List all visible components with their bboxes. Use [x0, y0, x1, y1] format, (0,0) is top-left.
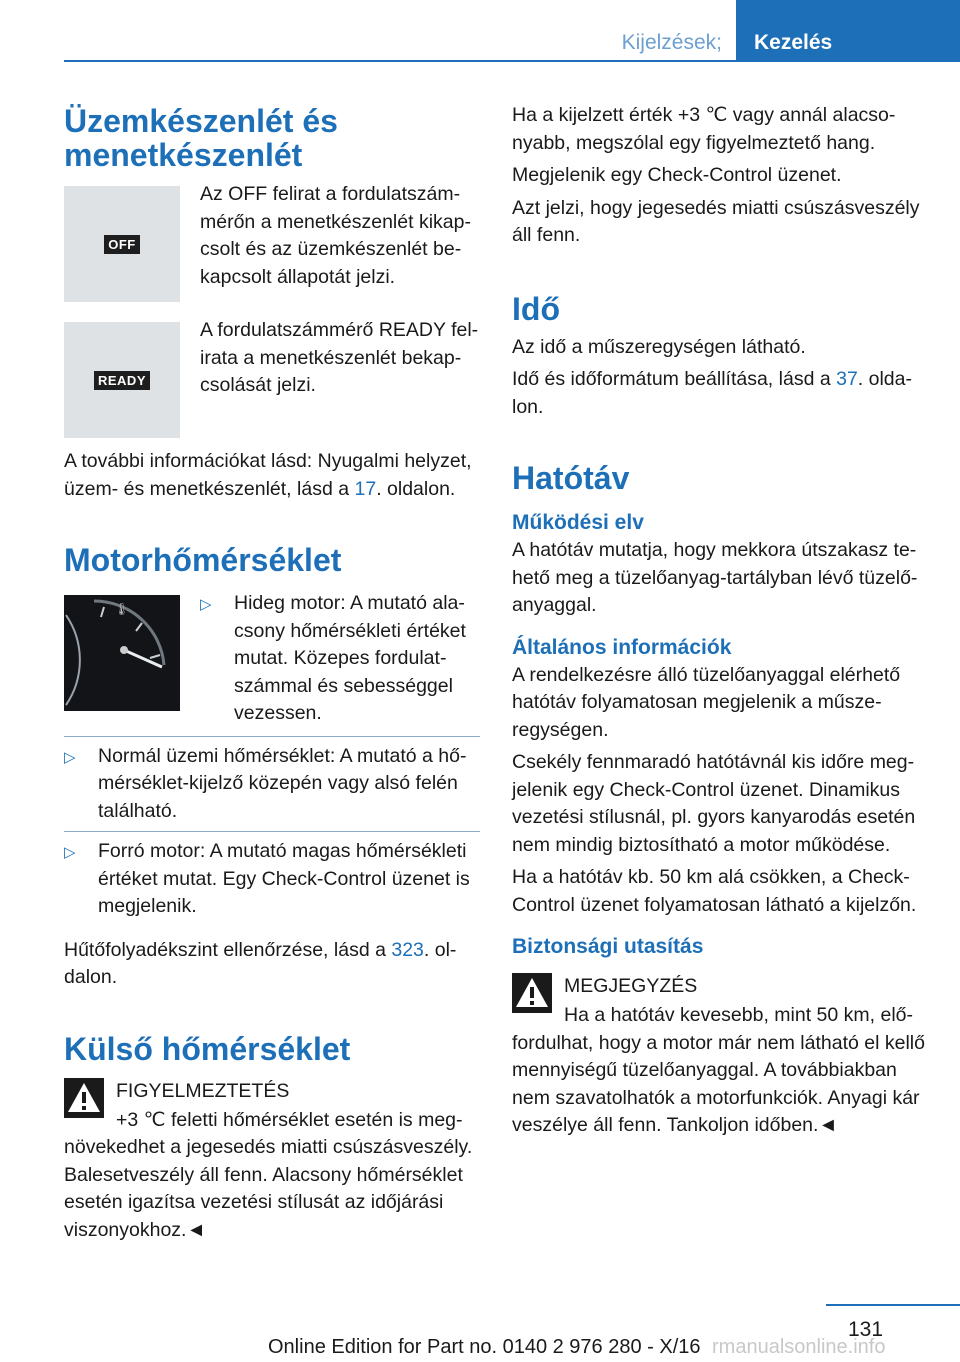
time-paragraph-1: Az idő a műszeregységen látható. [512, 335, 806, 358]
heading-engine-temp: Motorhőmérséklet [64, 542, 342, 578]
off-indicator-row [64, 183, 480, 302]
divider [64, 831, 480, 832]
gauge-icon [64, 595, 180, 711]
header-chapter-tab: Kezelés [736, 0, 960, 60]
off-indicator-image [64, 186, 180, 302]
edition-text: Online Edition for Part no. 0140 2 976 280 - X/16 [268, 1336, 701, 1358]
list-item: ▷ Forró motor: A mutató magas hőmérsékleti értéket mutat. Egy Check-Control üzenet is megjelenik. [64, 840, 470, 917]
engine-temp-list-3 [64, 838, 480, 921]
warning-icon [64, 1078, 104, 1118]
note-title: MEGJEGYZÉS [564, 975, 698, 997]
triangle-bullet-icon: ▷ [200, 596, 212, 613]
general-paragraph-1: A rendelkezésre álló tüzelőanyaggal elérhető hatótáv folyamatosan megjelenik a műszeregységen. [512, 663, 901, 741]
ready-indicator-image [64, 322, 180, 438]
off-indicator-text: Az OFF felirat a fordulatszámmérőn a menetkészenlét kikapcsolt és az üzemkészenlét bekapcsolt állapotát jelzi. [200, 183, 471, 288]
ready-badge: READY [94, 371, 150, 390]
page-link-37[interactable]: 37 [836, 368, 858, 390]
threshold-paragraph: Ha a kijelzett érték +3 ℃ vagy annál alacsonyabb, megszólal egy figyelmeztető hang. [512, 104, 896, 154]
header-section-label: Kijelzések; [621, 31, 722, 54]
heading-safety: Biztonsági utasítás [512, 935, 704, 958]
list-item: ▷ Hideg motor: A mutató alacsony hőmérsékleti értéket mutat. Közepes fordulatszámmal és sebességgel vezessen. [200, 592, 466, 724]
page-number: 131 [848, 1318, 884, 1341]
footer-rule [826, 1304, 960, 1306]
heading-ready-state: Üzemkészenlét és menetkészenlét [64, 103, 338, 173]
triangle-bullet-icon: ▷ [64, 748, 76, 766]
engine-temp-list-2 [64, 743, 480, 826]
warning-icon [512, 973, 552, 1013]
heading-range: Hatótáv [512, 460, 630, 496]
ready-indicator-row [64, 319, 480, 438]
list-item: ▷ Normál üzemi hőmérséklet: A mutató a hőmérséklet-kijelző közepén vagy alsó felén található. [64, 744, 467, 822]
header-rule [64, 60, 960, 62]
page-link-17[interactable]: 17 [354, 477, 377, 500]
general-paragraph-3: Ha a hatótáv kb. 50 km alá csökken, a Check-Control üzenet folyamatosan látható a kijelzőn. [512, 866, 917, 916]
heading-principle: Működési elv [512, 511, 644, 534]
time-paragraph-2: Idő és időformátum beállítása, lásd a 37. oldalon. [512, 368, 912, 418]
page-link-323[interactable]: 323 [391, 938, 424, 961]
risk-paragraph: Azt jelzi, hogy jegesedés miatti csúszásveszély áll fenn. [512, 196, 920, 246]
heading-outside-temp: Külső hőmérséklet [64, 1030, 351, 1067]
page-header [0, 0, 960, 62]
off-badge: OFF [104, 235, 140, 254]
warning-text: +3 ℃ feletti hőmérséklet esetén is megnövekedhet a jegesedés miatti csúszásveszély. Balesetveszély áll fenn. Alacsony hőmérséklet esetén igazítsa vezetési stílusát az időjárási viszonyokhoz.◄ [64, 1108, 473, 1241]
heading-general-info: Általános információk [512, 635, 732, 659]
coolant-paragraph: Hűtőfolyadékszint ellenőrzése, lásd a 323. oldalon. [64, 938, 457, 988]
engine-temp-list-1 [200, 592, 480, 728]
svg-text:🌡: 🌡 [114, 602, 130, 616]
divider [64, 736, 480, 737]
ready-indicator-text: A fordulatszámmérő READY felirata a menetkészenlét bekapcsolását jelzi. [200, 319, 479, 396]
warning-title: FIGYELMEZTETÉS [116, 1079, 290, 1102]
more-info-paragraph: A további információkat lásd: Nyugalmi helyzet, üzem- és menetkészenlét, lásd a 17. oldalon. [64, 450, 472, 500]
right-column [512, 100, 932, 1140]
note-text: Ha a hatótáv kevesebb, mint 50 km, előfordulhat, hogy a motor már nem látható el kellő mennyiségű tüzelőanyaggal. A továbbiakban nem szavatolhatók a motorfunkciók. Anyagi kár veszélye áll fenn. Tankoljon időben.◄ [512, 1004, 925, 1136]
principle-paragraph: A hatótáv mutatja, hogy mekkora útszakasz tehető meg a tüzelőanyag-tartályban lévő tüzelőanyaggal. [512, 539, 918, 616]
left-column [64, 100, 480, 1244]
general-paragraph-2: Csekély fennmaradó hatótávnál kis időre megjelenik egy Check-Control üzenet. Dinamikus vezetési stílusnál, pl. gyors kanyarodás esetén nem mindig biztosítható a motor működése. [512, 751, 916, 856]
engine-temp-row [64, 592, 480, 728]
heading-time: Idő [512, 290, 560, 327]
triangle-bullet-icon: ▷ [64, 844, 76, 861]
watermark: rmanualsonline.info [712, 1336, 886, 1358]
check-control-paragraph: Megjelenik egy Check-Control üzenet. [512, 164, 842, 186]
temperature-gauge-image [64, 595, 180, 711]
